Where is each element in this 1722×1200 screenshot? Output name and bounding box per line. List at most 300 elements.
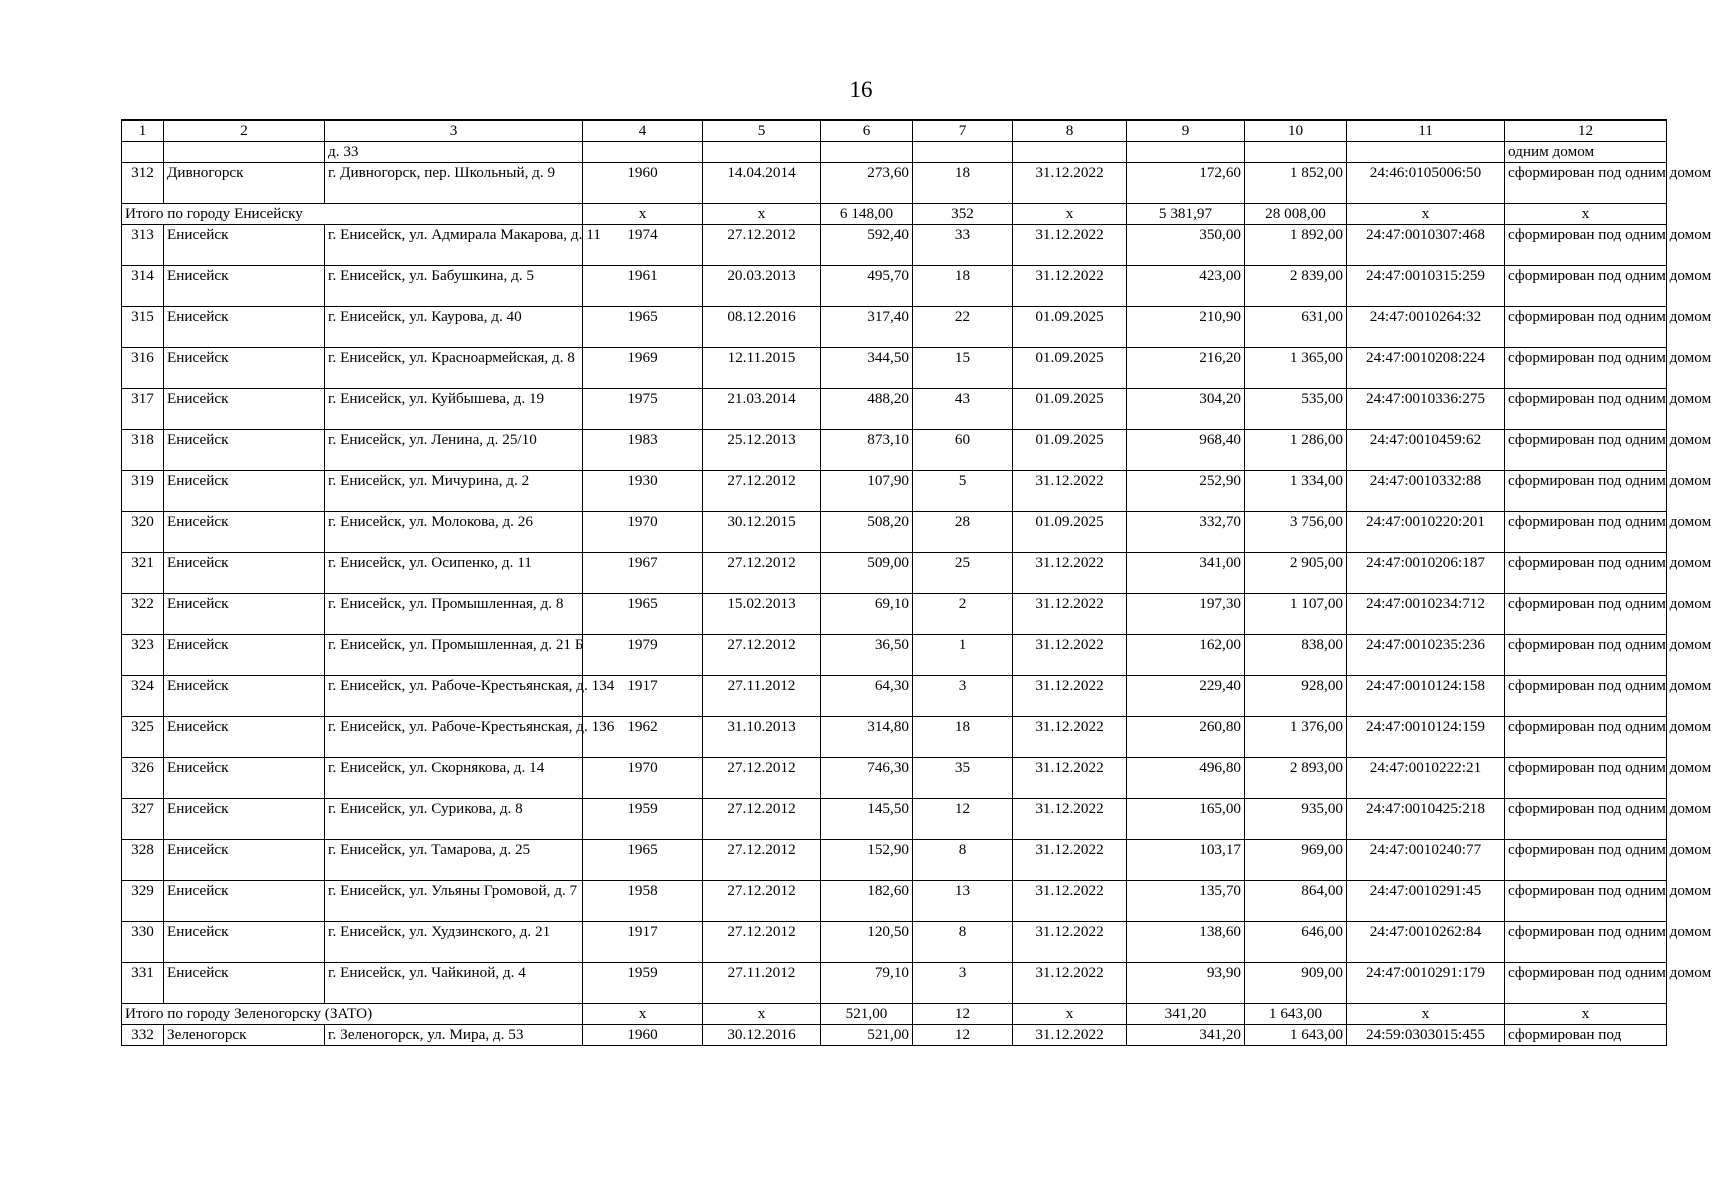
cell-cost: 1 334,00 [1245,471,1347,512]
cell-address: г. Енисейск, ул. Сурикова, д. 8 [325,799,583,840]
total-cell-area: 521,00 [821,1004,913,1025]
cell-year-built: 1962 [583,717,703,758]
cell-cost: 1 376,00 [1245,717,1347,758]
cell-address: г. Дивногорск, пер. Школьный, д. 9 [325,163,583,204]
cell-residents: 18 [913,717,1013,758]
cell-land-area: 341,20 [1127,1025,1245,1046]
cell-area: 317,40 [821,307,913,348]
cell-cost: 1 892,00 [1245,225,1347,266]
cell-deadline: 01.09.2025 [1013,512,1127,553]
cell-row-number: 324 [122,676,164,717]
total-cell-deadline: x [1013,1004,1127,1025]
total-cell-residents: 352 [913,204,1013,225]
cell-land-status: сформирован под одним домом [1505,717,1667,758]
total-cell-residents: 12 [913,1004,1013,1025]
cell-address: г. Енисейск, ул. Ленина, д. 25/10 [325,430,583,471]
table-row [122,307,1667,348]
cell-land-area: 252,90 [1127,471,1245,512]
total-cell-cadastral-number: x [1347,204,1505,225]
cell-area: 344,50 [821,348,913,389]
cell-area: 509,00 [821,553,913,594]
cell-deadline: 31.12.2022 [1013,266,1127,307]
cell-cadastral-number: 24:47:0010315:259 [1347,266,1505,307]
cell-date: 25.12.2013 [703,430,821,471]
cell-residents: 3 [913,963,1013,1004]
cell-cadastral-number: 24:59:0303015:455 [1347,1025,1505,1046]
cell-row-number: 321 [122,553,164,594]
cell-cost: 1 365,00 [1245,348,1347,389]
cell-area: 79,10 [821,963,913,1004]
cell-area: 36,50 [821,635,913,676]
total-cell-land-status: x [1505,204,1667,225]
total-cell-land-status: x [1505,1004,1667,1025]
table-row [122,1025,1667,1046]
cell-city: Енисейск [164,389,325,430]
cell-deadline: 01.09.2025 [1013,430,1127,471]
cell-deadline: 31.12.2022 [1013,840,1127,881]
cell-land-area: 138,60 [1127,922,1245,963]
cell-residents: 12 [913,799,1013,840]
cell-date: 27.12.2012 [703,840,821,881]
cell-address: г. Енисейск, ул. Адмирала Макарова, д. 11 [325,225,583,266]
cell-address: г. Енисейск, ул. Рабоче-Крестьянская, д. 134 [325,676,583,717]
cell-cadastral-number [1347,142,1505,163]
column-number-header [122,120,1667,142]
cell-cost: 864,00 [1245,881,1347,922]
cell-deadline: 31.12.2022 [1013,163,1127,204]
cell-city: Дивногорск [164,163,325,204]
cell-land-area: 103,17 [1127,840,1245,881]
cell-date: 27.12.2012 [703,799,821,840]
cell-land-status: сформирован под одним домом [1505,963,1667,1004]
cell-deadline: 01.09.2025 [1013,389,1127,430]
cell-land-area: 172,60 [1127,163,1245,204]
cell-area: 145,50 [821,799,913,840]
cell-address: г. Енисейск, ул. Каурова, д. 40 [325,307,583,348]
cell-residents: 28 [913,512,1013,553]
table-row [122,635,1667,676]
cell-city: Енисейск [164,512,325,553]
cell-area: 107,90 [821,471,913,512]
cell-year-built: 1970 [583,758,703,799]
cell-residents: 18 [913,163,1013,204]
cell-city: Енисейск [164,840,325,881]
cell-row-number: 312 [122,163,164,204]
cell-cost: 1 107,00 [1245,594,1347,635]
cell-cadastral-number: 24:47:0010206:187 [1347,553,1505,594]
cell-year-built: 1974 [583,225,703,266]
table-row [122,225,1667,266]
total-cell-cost: 1 643,00 [1245,1004,1347,1025]
cell-date: 27.12.2012 [703,635,821,676]
cell-city: Енисейск [164,266,325,307]
cell-date: 27.11.2012 [703,676,821,717]
cell-residents: 22 [913,307,1013,348]
header-cell: 4 [583,120,703,142]
cell-cost: 909,00 [1245,963,1347,1004]
cell-row-number: 315 [122,307,164,348]
cell-land-area: 229,40 [1127,676,1245,717]
cell-cadastral-number: 24:47:0010235:236 [1347,635,1505,676]
cell-area: 152,90 [821,840,913,881]
header-cell: 10 [1245,120,1347,142]
cell-land-area: 496,80 [1127,758,1245,799]
cell-residents: 25 [913,553,1013,594]
cell-cadastral-number: 24:47:0010208:224 [1347,348,1505,389]
header-cell: 6 [821,120,913,142]
cell-cadastral-number: 24:47:0010234:712 [1347,594,1505,635]
table-row [122,389,1667,430]
cell-land-status: сформирован под одним домом [1505,553,1667,594]
table-row [122,758,1667,799]
cell-city: Енисейск [164,922,325,963]
table-row [122,594,1667,635]
cell-city: Зеленогорск [164,1025,325,1046]
cell-area [821,142,913,163]
total-cell-cadastral-number: x [1347,1004,1505,1025]
cell-address: г. Енисейск, ул. Тамарова, д. 25 [325,840,583,881]
table-row [122,717,1667,758]
table-row [122,471,1667,512]
cell-land-status: сформирован под одним домом [1505,471,1667,512]
cell-year-built: 1965 [583,594,703,635]
total-cell-area: 6 148,00 [821,204,913,225]
cell-land-status: сформирован под одним домом [1505,799,1667,840]
cell-year-built: 1965 [583,840,703,881]
cell-residents: 15 [913,348,1013,389]
cell-cost: 838,00 [1245,635,1347,676]
total-cell-date: x [703,204,821,225]
cell-row-number: 331 [122,963,164,1004]
header-cell: 7 [913,120,1013,142]
cell-cost: 3 756,00 [1245,512,1347,553]
cell-land-status: сформирован под одним домом [1505,676,1667,717]
cell-year-built: 1959 [583,963,703,1004]
cell-deadline: 31.12.2022 [1013,1025,1127,1046]
total-cell-date: x [703,1004,821,1025]
cell-cadastral-number: 24:47:0010425:218 [1347,799,1505,840]
header-cell: 2 [164,120,325,142]
cell-area: 69,10 [821,594,913,635]
cell-row-number: 327 [122,799,164,840]
table-row [122,840,1667,881]
header-cell: 12 [1505,120,1667,142]
table-row [122,266,1667,307]
cell-date: 27.12.2012 [703,225,821,266]
cell-residents: 13 [913,881,1013,922]
cell-residents: 8 [913,922,1013,963]
cell-address: г. Енисейск, ул. Красноармейская, д. 8 [325,348,583,389]
cell-city: Енисейск [164,553,325,594]
cell-row-number: 325 [122,717,164,758]
cell-city: Енисейск [164,676,325,717]
cell-land-area: 135,70 [1127,881,1245,922]
cell-land-area [1127,142,1245,163]
cell-cost: 2 905,00 [1245,553,1347,594]
header-cell: 5 [703,120,821,142]
cell-row-number: 314 [122,266,164,307]
cell-cost: 1 643,00 [1245,1025,1347,1046]
cell-year-built: 1969 [583,348,703,389]
cell-land-area: 332,70 [1127,512,1245,553]
cell-row-number: 328 [122,840,164,881]
cell-year-built: 1917 [583,676,703,717]
header-cell: 1 [122,120,164,142]
cell-land-status: одним домом [1505,142,1667,163]
cell-land-status: сформирован под одним домом [1505,225,1667,266]
header-cell: 8 [1013,120,1127,142]
cell-date: 27.12.2012 [703,471,821,512]
cell-year-built: 1960 [583,1025,703,1046]
cell-area: 746,30 [821,758,913,799]
cell-date: 08.12.2016 [703,307,821,348]
cell-cost: 535,00 [1245,389,1347,430]
cell-year-built: 1959 [583,799,703,840]
table-row [122,881,1667,922]
cell-date [703,142,821,163]
cell-cost: 969,00 [1245,840,1347,881]
cell-land-area: 423,00 [1127,266,1245,307]
cell-land-area: 304,20 [1127,389,1245,430]
cell-cost: 2 893,00 [1245,758,1347,799]
cell-residents: 1 [913,635,1013,676]
cell-city: Енисейск [164,758,325,799]
cell-address: г. Зеленогорск, ул. Мира, д. 53 [325,1025,583,1046]
cell-city [164,142,325,163]
cell-residents: 43 [913,389,1013,430]
table-row [122,512,1667,553]
cell-address: г. Енисейск, ул. Осипенко, д. 11 [325,553,583,594]
cell-land-area: 165,00 [1127,799,1245,840]
cell-date: 27.11.2012 [703,963,821,1004]
cell-residents: 18 [913,266,1013,307]
cell-residents: 60 [913,430,1013,471]
total-row [122,204,1667,225]
cell-cadastral-number: 24:47:0010124:158 [1347,676,1505,717]
cell-address: г. Енисейск, ул. Бабушкина, д. 5 [325,266,583,307]
cell-row-number: 330 [122,922,164,963]
cell-cadastral-number: 24:46:0105006:50 [1347,163,1505,204]
cell-land-status: сформирован под одним домом [1505,635,1667,676]
table-row [122,430,1667,471]
cell-deadline: 31.12.2022 [1013,676,1127,717]
cell-land-area: 341,00 [1127,553,1245,594]
cell-area: 273,60 [821,163,913,204]
cell-deadline: 31.12.2022 [1013,717,1127,758]
cell-area: 508,20 [821,512,913,553]
cell-city: Енисейск [164,307,325,348]
cell-city: Енисейск [164,799,325,840]
cell-land-status: сформирован под одним домом [1505,266,1667,307]
cell-date: 30.12.2016 [703,1025,821,1046]
cell-land-status: сформирован под одним домом [1505,348,1667,389]
cell-date: 12.11.2015 [703,348,821,389]
cell-deadline: 31.12.2022 [1013,922,1127,963]
cell-cadastral-number: 24:47:0010264:32 [1347,307,1505,348]
cell-residents: 8 [913,840,1013,881]
cell-land-area: 93,90 [1127,963,1245,1004]
cell-year-built [583,142,703,163]
cell-land-area: 197,30 [1127,594,1245,635]
cell-land-status: сформирован под одним домом [1505,389,1667,430]
cell-area: 488,20 [821,389,913,430]
cell-residents: 35 [913,758,1013,799]
total-cell-land-area: 341,20 [1127,1004,1245,1025]
table-body [122,120,1712,1046]
cell-date: 30.12.2015 [703,512,821,553]
cell-deadline: 31.12.2022 [1013,594,1127,635]
cell-date: 27.12.2012 [703,881,821,922]
cell-cadastral-number: 24:47:0010220:201 [1347,512,1505,553]
cell-deadline [1013,142,1127,163]
cell-land-status: сформирован под одним домом [1505,922,1667,963]
cell-address: г. Енисейск, ул. Скорнякова, д. 14 [325,758,583,799]
total-label: Итого по городу Зеленогорску (ЗАТО) [122,1004,583,1025]
cell-cost: 2 839,00 [1245,266,1347,307]
continuation-row [122,142,1667,163]
cell-area: 120,50 [821,922,913,963]
cell-year-built: 1983 [583,430,703,471]
table-row [122,163,1667,204]
cell-date: 14.04.2014 [703,163,821,204]
cell-residents: 2 [913,594,1013,635]
cell-deadline: 31.12.2022 [1013,758,1127,799]
table-row [122,676,1667,717]
cell-land-status: сформирован под одним домом [1505,512,1667,553]
register-table [121,119,1712,1046]
cell-row-number: 322 [122,594,164,635]
cell-land-status: сформирован под одним домом [1505,163,1667,204]
cell-row-number [122,142,164,163]
cell-date: 20.03.2013 [703,266,821,307]
cell-land-area: 260,80 [1127,717,1245,758]
cell-city: Енисейск [164,471,325,512]
total-row [122,1004,1667,1025]
cell-deadline: 31.12.2022 [1013,553,1127,594]
cell-city: Енисейск [164,430,325,471]
cell-deadline: 31.12.2022 [1013,471,1127,512]
table-row [122,553,1667,594]
cell-date: 27.12.2012 [703,922,821,963]
total-cell-year-built: x [583,204,703,225]
cell-deadline: 31.12.2022 [1013,799,1127,840]
total-cell-cost: 28 008,00 [1245,204,1347,225]
cell-row-number: 323 [122,635,164,676]
table-row [122,963,1667,1004]
cell-deadline: 01.09.2025 [1013,348,1127,389]
cell-city: Енисейск [164,635,325,676]
cell-land-area: 216,20 [1127,348,1245,389]
cell-residents: 12 [913,1025,1013,1046]
cell-year-built: 1960 [583,163,703,204]
table-row [122,348,1667,389]
cell-cadastral-number: 24:47:0010291:45 [1347,881,1505,922]
cell-land-area: 162,00 [1127,635,1245,676]
cell-land-area: 350,00 [1127,225,1245,266]
cell-cost: 631,00 [1245,307,1347,348]
cell-row-number: 313 [122,225,164,266]
cell-row-number: 320 [122,512,164,553]
cell-area: 182,60 [821,881,913,922]
header-cell: 3 [325,120,583,142]
cell-deadline: 31.12.2022 [1013,881,1127,922]
cell-year-built: 1930 [583,471,703,512]
cell-land-status: сформирован под одним домом [1505,430,1667,471]
cell-address: г. Енисейск, ул. Худзинского, д. 21 [325,922,583,963]
cell-land-status: сформирован под одним домом [1505,881,1667,922]
cell-city: Енисейск [164,348,325,389]
cell-row-number: 318 [122,430,164,471]
cell-city: Енисейск [164,594,325,635]
cell-cadastral-number: 24:47:0010307:468 [1347,225,1505,266]
cell-address: г. Енисейск, ул. Куйбышева, д. 19 [325,389,583,430]
cell-address: г. Енисейск, ул. Ульяны Громовой, д. 7 [325,881,583,922]
cell-land-status: сформирован под одним домом [1505,307,1667,348]
cell-cadastral-number: 24:47:0010336:275 [1347,389,1505,430]
cell-address: г. Енисейск, ул. Мичурина, д. 2 [325,471,583,512]
total-cell-deadline: x [1013,204,1127,225]
cell-row-number: 329 [122,881,164,922]
cell-row-number: 319 [122,471,164,512]
cell-row-number: 326 [122,758,164,799]
cell-area: 592,40 [821,225,913,266]
cell-row-number: 317 [122,389,164,430]
cell-area: 873,10 [821,430,913,471]
total-cell-year-built: x [583,1004,703,1025]
cell-area: 64,30 [821,676,913,717]
cell-land-status: сформирован под одним домом [1505,840,1667,881]
cell-land-status: сформирован под одним домом [1505,758,1667,799]
cell-cadastral-number: 24:47:0010459:62 [1347,430,1505,471]
cell-area: 521,00 [821,1025,913,1046]
cell-row-number: 316 [122,348,164,389]
cell-cost: 646,00 [1245,922,1347,963]
cell-cadastral-number: 24:47:0010222:21 [1347,758,1505,799]
cell-address: г. Енисейск, ул. Рабоче-Крестьянская, д. 136 [325,717,583,758]
page-number: 16 [849,77,873,102]
cell-cost: 1 852,00 [1245,163,1347,204]
cell-cost: 1 286,00 [1245,430,1347,471]
cell-year-built: 1917 [583,922,703,963]
cell-year-built: 1970 [583,512,703,553]
cell-residents [913,142,1013,163]
cell-cadastral-number: 24:47:0010240:77 [1347,840,1505,881]
header-cell: 11 [1347,120,1505,142]
cell-address: г. Енисейск, ул. Чайкиной, д. 4 [325,963,583,1004]
cell-deadline: 31.12.2022 [1013,225,1127,266]
cell-cadastral-number: 24:47:0010332:88 [1347,471,1505,512]
cell-date: 21.03.2014 [703,389,821,430]
cell-land-area: 968,40 [1127,430,1245,471]
cell-row-number: 332 [122,1025,164,1046]
cell-address: г. Енисейск, ул. Промышленная, д. 21 Б [325,635,583,676]
cell-residents: 3 [913,676,1013,717]
total-label: Итого по городу Енисейску [122,204,583,225]
cell-year-built: 1961 [583,266,703,307]
cell-city: Енисейск [164,881,325,922]
table-row [122,799,1667,840]
cell-residents: 33 [913,225,1013,266]
cell-cost: 928,00 [1245,676,1347,717]
cell-deadline: 31.12.2022 [1013,635,1127,676]
cell-land-status: сформирован под одним домом [1505,594,1667,635]
cell-date: 31.10.2013 [703,717,821,758]
cell-year-built: 1967 [583,553,703,594]
cell-cadastral-number: 24:47:0010124:159 [1347,717,1505,758]
cell-date: 27.12.2012 [703,553,821,594]
header-cell: 9 [1127,120,1245,142]
cell-year-built: 1958 [583,881,703,922]
